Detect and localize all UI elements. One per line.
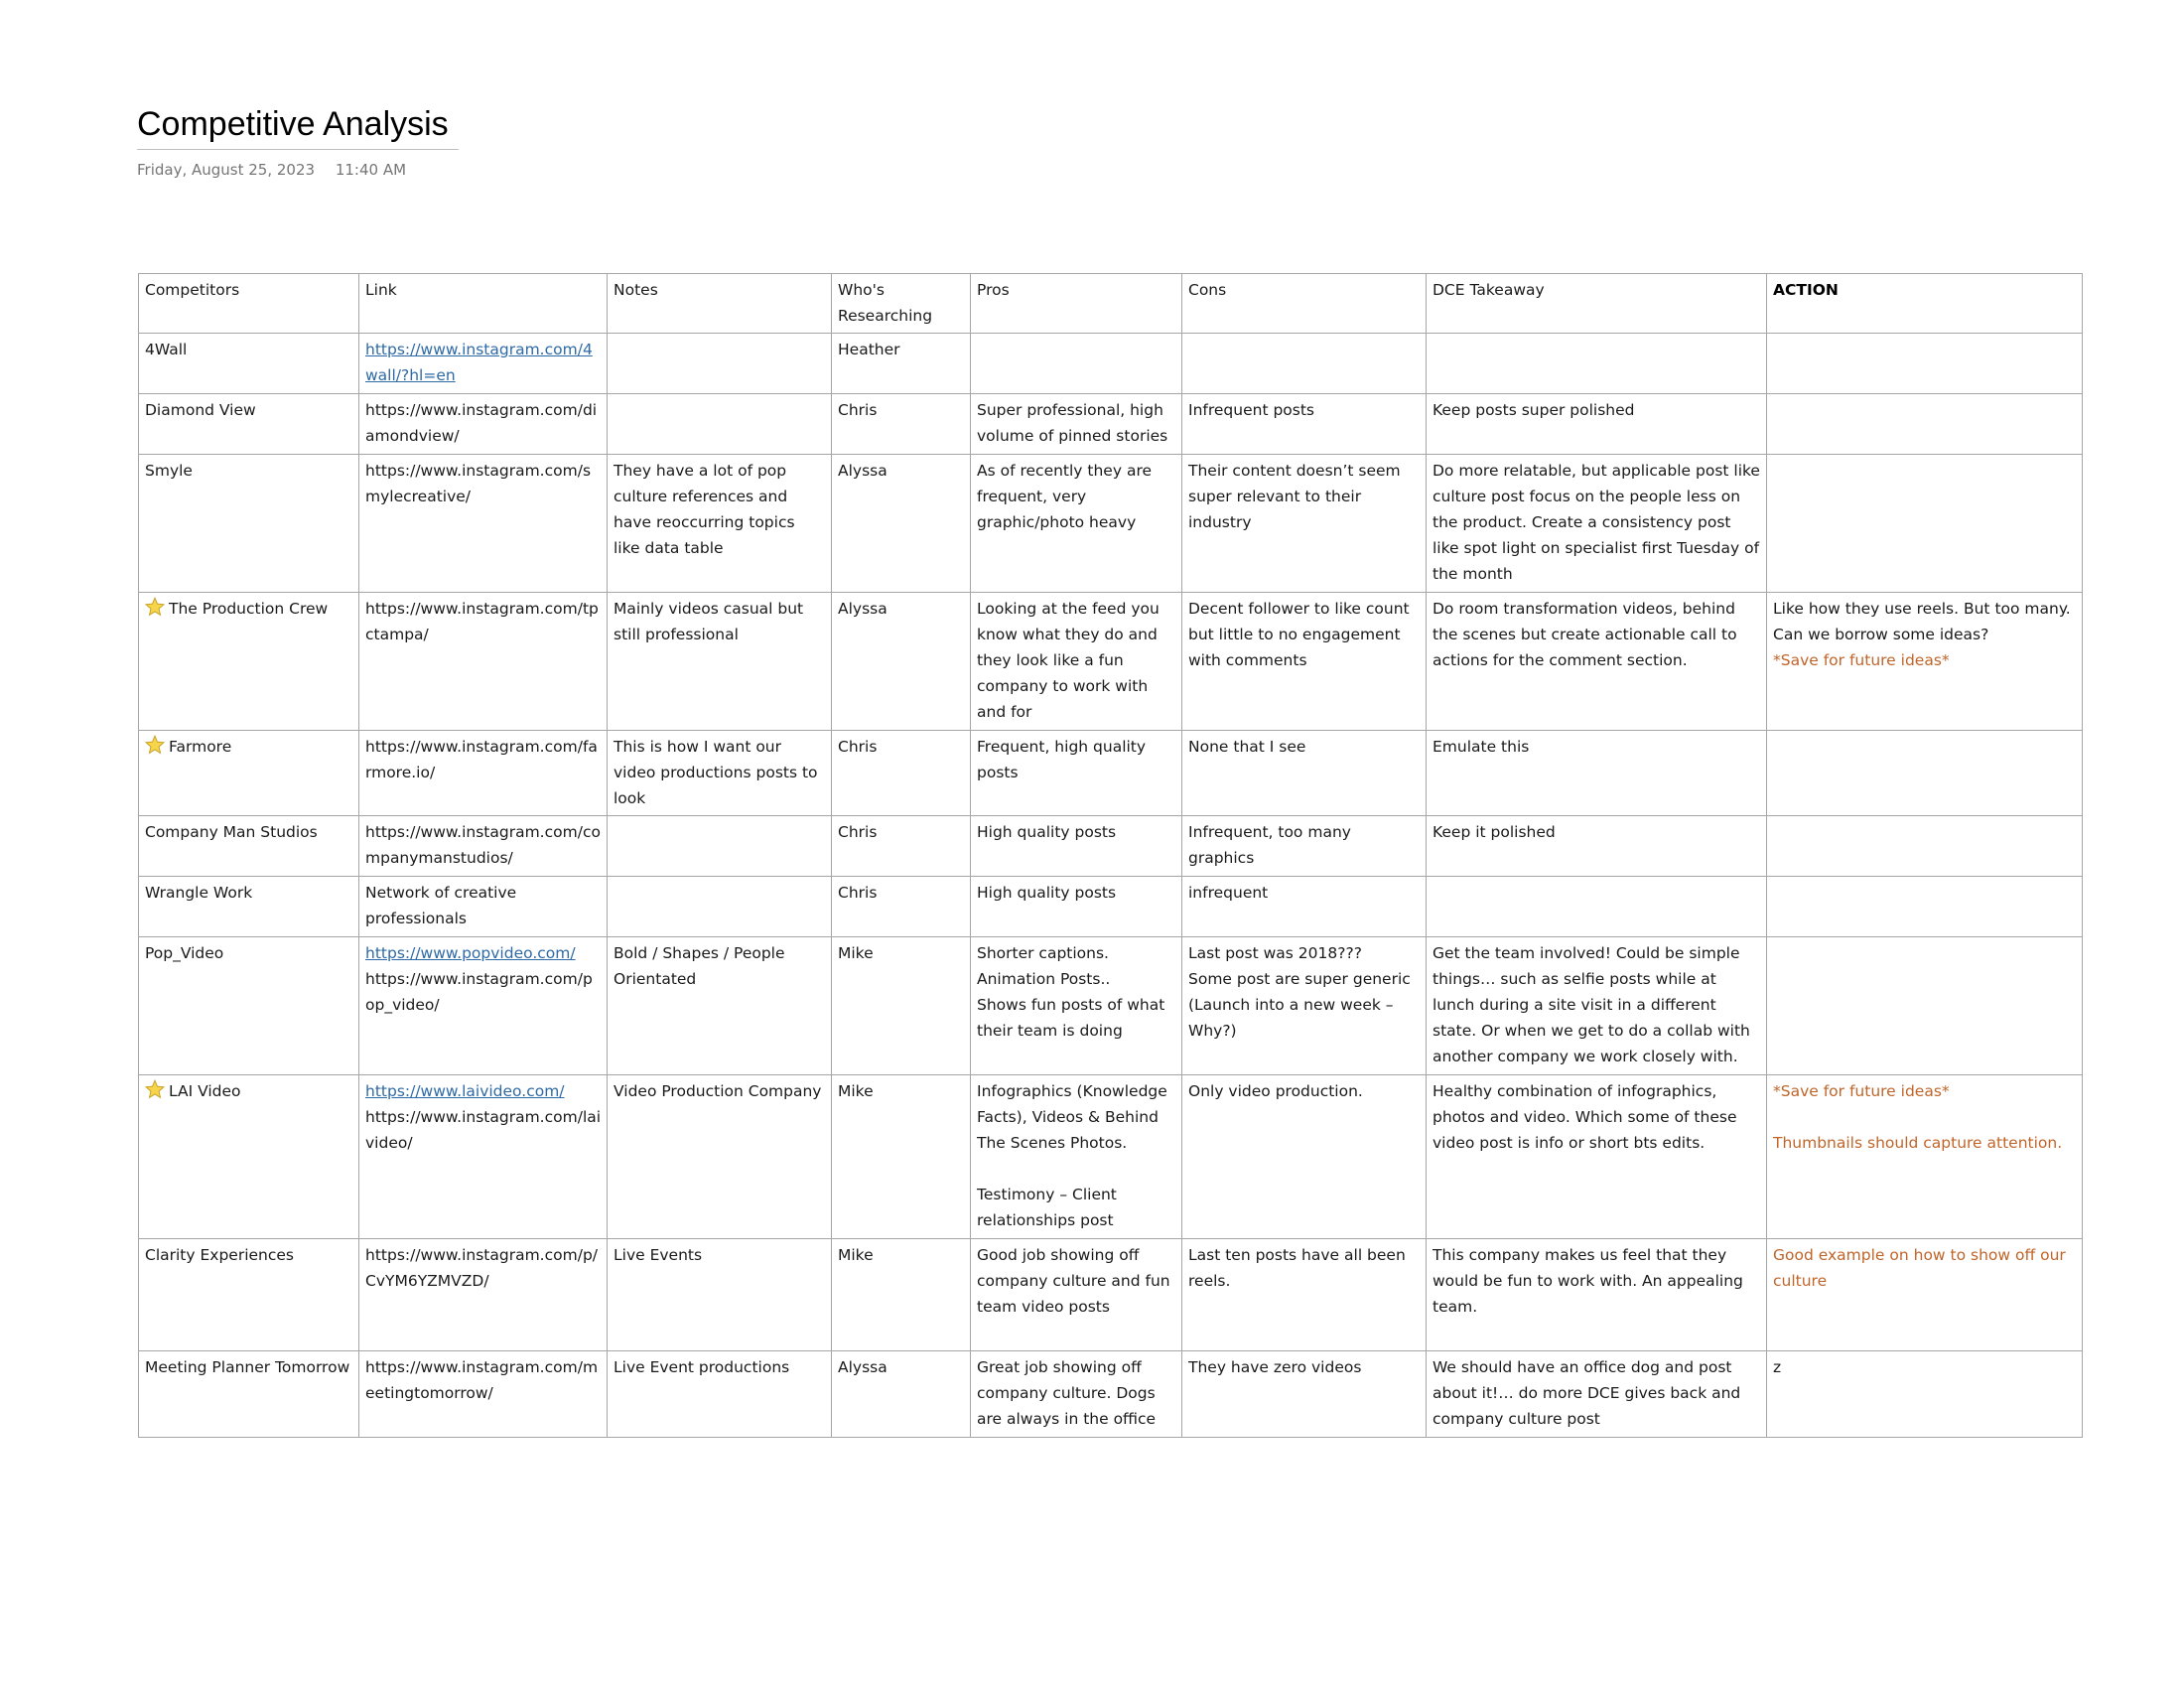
cell-notes: Live Event productions [608,1351,832,1438]
cell-cons: Only video production. [1182,1075,1427,1239]
header-whos-researching: Who's Researching [832,274,971,334]
competitor-name: Farmore [169,738,232,756]
link-url: https://www.instagram.com/farmore.io/ [365,738,598,781]
cell-action [1767,1239,2083,1351]
competitor-name: Wrangle Work [145,884,253,902]
action-highlight: Thumbnails should capture attention. [1773,1134,2063,1152]
table-row [139,816,2083,877]
cell-notes [608,334,832,394]
cell-competitor [139,731,359,816]
link-url[interactable]: https://www.laivideo.com/ [365,1082,565,1100]
competitor-name: Clarity Experiences [145,1246,294,1264]
table-row [139,1075,2083,1239]
cell-competitor [139,1351,359,1438]
pros-line: Infographics (Knowledge Facts), Videos & Behind The Scenes Photos. [977,1082,1167,1152]
cell-takeaway: Do room transformation videos, behind the scenes but create actionable call to actions for the comment section. [1427,593,1767,731]
cell-notes: They have a lot of pop culture references and have reoccurring topics like data table [608,455,832,593]
cell-who: Chris [832,394,971,455]
cell-link [359,816,608,877]
cell-cons: Infrequent, too many graphics [1182,816,1427,877]
table-row [139,1351,2083,1438]
page-time: 11:40 AM [335,161,407,179]
cell-cons: They have zero videos [1182,1351,1427,1438]
action-highlight: Good example on how to show off our culture [1773,1246,2066,1290]
cell-pros: As of recently they are frequent, very graphic/photo heavy [971,455,1182,593]
cell-takeaway: Keep posts super polished [1427,394,1767,455]
header-dce-takeaway: DCE Takeaway [1427,274,1767,334]
cell-who: Alyssa [832,1351,971,1438]
cell-cons: Decent follower to like count but little to no engagement with comments [1182,593,1427,731]
cell-competitor [139,1239,359,1351]
table-row [139,731,2083,816]
competitor-name: Company Man Studios [145,823,318,841]
action-note: z [1773,1358,1782,1376]
cell-competitor [139,816,359,877]
header-link: Link [359,274,608,334]
cell-takeaway [1427,877,1767,937]
cell-pros [971,1075,1182,1239]
table-row [139,334,2083,394]
cell-notes: Bold / Shapes / People Orientated [608,937,832,1075]
table-row [139,1239,2083,1351]
cell-notes [608,816,832,877]
cell-cons: infrequent [1182,877,1427,937]
action-note: Like how they use reels. But too many. Can we borrow some ideas? [1773,600,2071,643]
cons-line: Some post are super generic (Launch into a new week – Why?) [1188,970,1411,1040]
link-url: https://www.instagram.com/laivideo/ [365,1108,602,1152]
cell-who: Alyssa [832,593,971,731]
cell-pros [971,334,1182,394]
link-url: https://www.instagram.com/p/CvYM6YZMVZD/ [365,1246,598,1290]
header-pros: Pros [971,274,1182,334]
cell-takeaway: Get the team involved! Could be simple things… such as selfie posts while at lunch during a site visit in a different state. Or when we get to do a collab with another company we work closely with. [1427,937,1767,1075]
cell-notes: Live Events [608,1239,832,1351]
competitor-name: Diamond View [145,401,256,419]
table-row [139,593,2083,731]
cell-competitor [139,1075,359,1239]
cell-competitor [139,455,359,593]
cell-takeaway: Emulate this [1427,731,1767,816]
cell-link [359,1351,608,1438]
cell-takeaway: This company makes us feel that they would be fun to work with. An appealing team. [1427,1239,1767,1351]
competitor-name: 4Wall [145,341,188,358]
link-url: https://www.instagram.com/pop_video/ [365,970,593,1014]
table-row [139,877,2083,937]
cell-action [1767,1351,2083,1438]
competitor-name: Meeting Planner Tomorrow [145,1358,350,1376]
cell-action [1767,877,2083,937]
page-title: Competitive Analysis [137,103,459,150]
cell-link [359,455,608,593]
header-cons: Cons [1182,274,1427,334]
cell-link [359,334,608,394]
cell-competitor [139,937,359,1075]
cell-who: Chris [832,816,971,877]
cell-who: Mike [832,1239,971,1351]
cell-notes: Video Production Company [608,1075,832,1239]
cell-pros: Looking at the feed you know what they do and they look like a fun company to work with and for [971,593,1182,731]
cell-who: Chris [832,877,971,937]
cell-notes [608,394,832,455]
cell-competitor [139,394,359,455]
competitor-name: Pop_Video [145,944,224,962]
cell-cons: Last ten posts have all been reels. [1182,1239,1427,1351]
cell-cons: None that I see [1182,731,1427,816]
cell-action [1767,394,2083,455]
link-url[interactable]: https://www.popvideo.com/ [365,944,576,962]
cell-pros [971,937,1182,1075]
page-date: Friday, August 25, 2023 [137,161,316,179]
action-spacer [1773,1104,2077,1130]
cell-pros: Good job showing off company culture and fun team video posts [971,1239,1182,1351]
cell-competitor [139,334,359,394]
cell-cons: Their content doesn’t seem super relevant to their industry [1182,455,1427,593]
cell-cons [1182,937,1427,1075]
cell-action [1767,731,2083,816]
pros-line: Testimony – Client relationships post [977,1186,1117,1229]
cell-notes [608,877,832,937]
link-url[interactable]: https://www.instagram.com/4wall/?hl=en [365,341,593,384]
action-highlight: *Save for future ideas* [1773,1082,1950,1100]
cell-takeaway: Healthy combination of infographics, photos and video. Which some of these video post is info or short bts edits. [1427,1075,1767,1239]
action-highlight: *Save for future ideas* [1773,651,1950,669]
cell-action [1767,937,2083,1075]
star-icon [145,1079,165,1099]
cell-who: Mike [832,937,971,1075]
link-url: https://www.instagram.com/tpctampa/ [365,600,599,643]
cell-action [1767,455,2083,593]
pros-line: Shows fun posts of what their team is doing [977,996,1165,1040]
cell-takeaway: We should have an office dog and post about it!… do more DCE gives back and company culture post [1427,1351,1767,1438]
cell-who: Heather [832,334,971,394]
page-date-time [137,161,406,179]
cell-link [359,394,608,455]
cell-takeaway [1427,334,1767,394]
pros-line: Animation Posts.. [977,970,1111,988]
cell-who: Mike [832,1075,971,1239]
cell-who: Alyssa [832,455,971,593]
header-notes: Notes [608,274,832,334]
link-text: Network of creative professionals [365,884,517,927]
competitor-name: The Production Crew [169,600,329,618]
table-row [139,937,2083,1075]
cell-link [359,1239,608,1351]
competitive-analysis-table [138,273,2083,1438]
star-icon [145,735,165,755]
cell-notes: This is how I want our video productions posts to look [608,731,832,816]
pros-spacer [977,1156,1176,1182]
cons-line: Last post was 2018??? [1188,944,1362,962]
cell-link [359,731,608,816]
pros-line: Shorter captions. [977,944,1109,962]
cell-link [359,937,608,1075]
cell-cons: Infrequent posts [1182,394,1427,455]
cell-takeaway: Keep it polished [1427,816,1767,877]
cell-link [359,877,608,937]
cell-link [359,593,608,731]
cell-pros: High quality posts [971,877,1182,937]
competitor-name: Smyle [145,462,193,480]
star-icon [145,597,165,617]
table-row [139,394,2083,455]
competitor-name: LAI Video [169,1082,241,1100]
cell-action [1767,334,2083,394]
cell-competitor [139,593,359,731]
cell-who: Chris [832,731,971,816]
cell-pros: Great job showing off company culture. Dogs are always in the office [971,1351,1182,1438]
cell-pros: High quality posts [971,816,1182,877]
link-url: https://www.instagram.com/smylecreative/ [365,462,592,505]
cell-link [359,1075,608,1239]
cell-cons [1182,334,1427,394]
cell-action [1767,1075,2083,1239]
cell-action [1767,816,2083,877]
cell-notes: Mainly videos casual but still professional [608,593,832,731]
link-url: https://www.instagram.com/meetingtomorrow/ [365,1358,599,1402]
table-row [139,455,2083,593]
table-header-row [139,274,2083,334]
cell-action [1767,593,2083,731]
header-competitors: Competitors [139,274,359,334]
cell-pros: Frequent, high quality posts [971,731,1182,816]
header-action: ACTION [1767,274,2083,334]
link-url: https://www.instagram.com/companymanstudios/ [365,823,601,867]
cell-pros: Super professional, high volume of pinned stories [971,394,1182,455]
cell-competitor [139,877,359,937]
link-url: https://www.instagram.com/diamondview/ [365,401,598,445]
cell-takeaway: Do more relatable, but applicable post like culture post focus on the people less on the product. Create a consistency post like spot light on specialist first Tuesday of the month [1427,455,1767,593]
